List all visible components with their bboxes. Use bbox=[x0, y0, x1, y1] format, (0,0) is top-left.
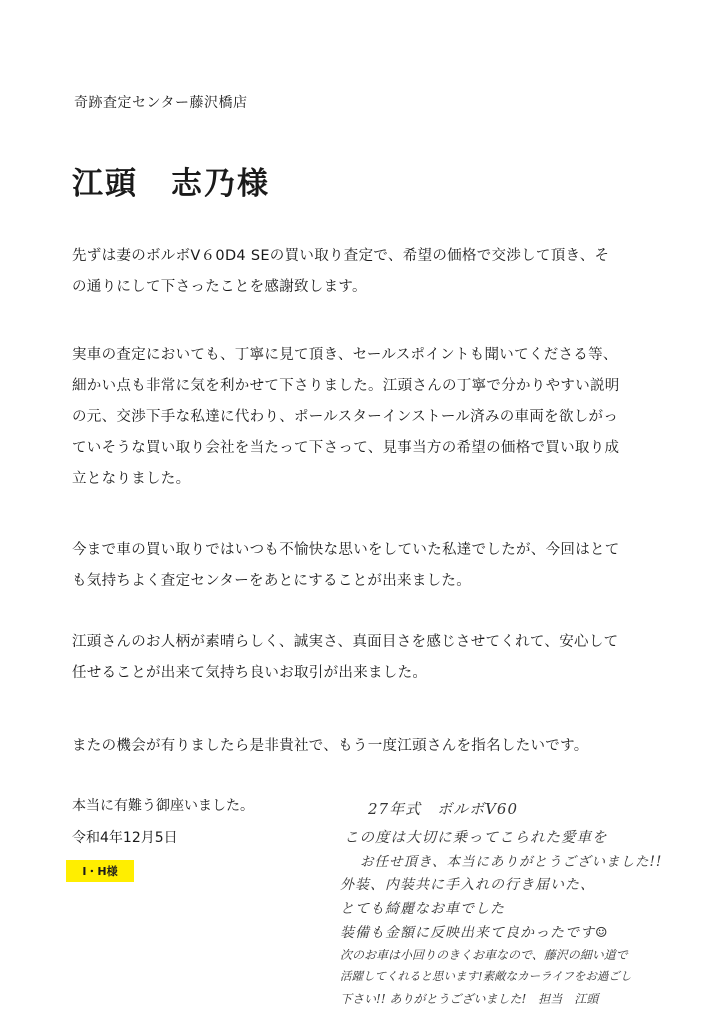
paragraph-line: の元、交渉下手な私達に代わり、ポールスターインストール済みの車両を欲しがっ bbox=[72, 409, 619, 425]
handwritten-note bbox=[338, 796, 714, 1008]
paragraph-3 bbox=[72, 535, 672, 597]
store-name: 奇跡査定センター藤沢橋店 bbox=[74, 95, 248, 111]
paragraph-1 bbox=[72, 241, 672, 303]
paragraph-line: 立となりました。 bbox=[72, 471, 191, 487]
paragraph-line: 任せることが出来て気持ち良いお取引が出来ました。 bbox=[72, 665, 428, 681]
paragraph-line: ていそうな買い取り会社を当たって下さって、見事当方の希望の価格で買い取り成 bbox=[72, 440, 620, 456]
paragraph-line: 今まで車の買い取りではいつも不愉快な思いをしていた私達でしたが、今回はとて bbox=[72, 542, 620, 558]
paragraph-line: の通りにして下さったことを感謝致します。 bbox=[72, 279, 367, 295]
handwritten-line: 外装、内装共に手入れの行き届いた、 bbox=[340, 877, 595, 893]
handwritten-line: 活躍してくれると思います!素敵なカーライフをお過ごし bbox=[340, 969, 632, 983]
handwritten-line: お任せ頂き、本当にありがとうございました!! bbox=[360, 854, 663, 870]
recipient-name: 江頭 志乃様 bbox=[72, 166, 270, 202]
handwritten-line: 下さい!! ありがとうございました! 担当 江頭 bbox=[340, 992, 599, 1006]
paragraph-line: も気持ちよく査定センターをあとにすることが出来ました。 bbox=[72, 573, 472, 589]
paragraph-line: 江頭さんのお人柄が素晴らしく、誠実さ、真面目さを感じさせてくれて、安心して bbox=[72, 634, 619, 650]
customer-badge: I・H様 bbox=[66, 860, 134, 882]
handwritten-line: この度は大切に乗ってこられた愛車を bbox=[344, 830, 608, 846]
closing-line: 本当に有難う御座いました。 bbox=[72, 798, 254, 814]
letter-date: 令和4年12月5日 bbox=[72, 830, 178, 846]
paragraph-5 bbox=[72, 731, 672, 762]
handwritten-line: 次のお車は小回りのきくお車なので、藤沢の細い道で bbox=[340, 948, 628, 962]
paragraph-line: 細かい点も非常に気を利かせて下さりました。江頭さんの丁寧で分かりやすい説明 bbox=[72, 378, 620, 394]
handwritten-line: 27年式 ボルボV60 bbox=[368, 800, 519, 818]
handwritten-line: 装備も金額に反映出来て良かったです☺ bbox=[340, 925, 609, 941]
paragraph-line: 先ずは妻のボルボV６0D4 SEの買い取り査定で、希望の価格で交渉して頂き、そ bbox=[72, 248, 610, 264]
paragraph-2 bbox=[72, 340, 672, 495]
paragraph-line: 実車の査定においても、丁寧に見て頂き、セールスポイントも聞いてくださる等、 bbox=[72, 347, 618, 363]
paragraph-line: またの機会が有りましたら是非貴社で、もう一度江頭さんを指名したいです。 bbox=[72, 738, 589, 754]
paragraph-4 bbox=[72, 627, 672, 689]
handwritten-line: とても綺麗なお車でした bbox=[340, 901, 505, 917]
